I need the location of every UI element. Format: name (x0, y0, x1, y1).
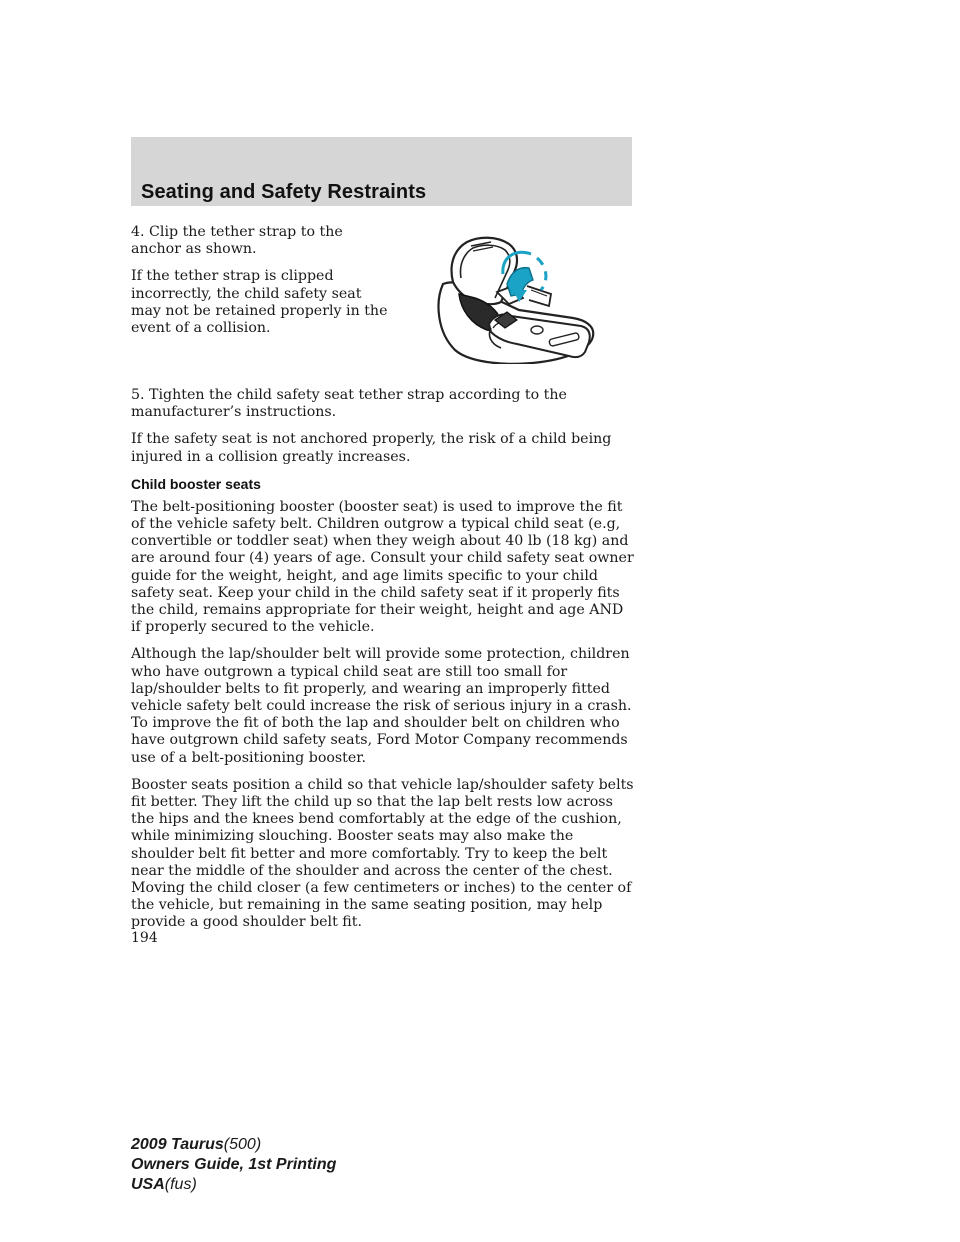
footer-market-line (131, 1175, 336, 1195)
footer-model-line (131, 1135, 336, 1155)
footer-guide: Owners Guide, 1st Printing (131, 1156, 337, 1173)
booster-paragraph-3: Booster seats position a child so that vehicle lap/shoulder safety belts fit better. They lift the child up so that the lap belt rests low across the hips and the knees bend comfortably at the edge of the cushion, while minimizing slouching. Booster seats may also make the shoulder belt fit better and more comfortably. Try to keep the belt near the middle of the shoulder and across the center of the chest. Moving the child closer (a few centimeters or inches) to the center of the vehicle, but remaining in the same seating position, may help provide a good shoulder belt fit. (131, 776, 634, 931)
section-heading-booster-seats: Child booster seats (131, 475, 261, 492)
section-title: Seating and Safety Restraints (141, 181, 427, 203)
anchor-warning-text: If the safety seat is not anchored properly, the risk of a child being injured in a collision greatly increases. (131, 431, 612, 465)
step-5-text: 5. Tighten the child safety seat tether strap according to the manufacturer’s instructions. (131, 387, 567, 421)
footer-model: 2009 Taurus (131, 1136, 224, 1153)
tether-anchor-illustration (431, 232, 599, 364)
document-footer (131, 1135, 336, 1195)
booster-paragraph-2: Although the lap/shoulder belt will provide some protection, children who have outgrown a typical child seat are still too small for lap/shoulder belts to fit properly, and wearing an improperly fitted vehicle safety belt could increase the risk of serious injury in a crash. To improve the fit of both the lap and shoulder belt on children who have outgrown child safety seats, Ford Motor Company recommends use of a belt-positioning booster. (131, 646, 632, 766)
footer-market-code: (fus) (164, 1176, 197, 1193)
step-4-text: 4. Clip the tether strap to the anchor as shown. (131, 224, 343, 258)
footer-market: USA (131, 1176, 165, 1193)
tether-warning-text: If the tether strap is clipped incorrectly, the child safety seat may not be retained properly in the event of a collision. (131, 268, 388, 337)
intro-column (131, 224, 393, 347)
footer-model-code: (500) (223, 1136, 262, 1153)
booster-paragraph-1: The belt-positioning booster (booster seat) is used to improve the fit of the vehicle safety belt. Children outgrow a typical child seat (e.g, convertible or toddler seat) when they weigh about 40 lb (18 kg) and are around four (4) years of age. Consult your child safety seat owner guide for the weight, height, and age limits specific to your child safety seat. Keep your child in the child safety seat if it properly fits the child, remains appropriate for their weight, height and age AND if properly secured to the vehicle. (131, 498, 634, 636)
footer-guide-line (131, 1155, 336, 1175)
page-number: 194 (131, 930, 158, 946)
main-content (131, 387, 637, 942)
section-header-bar (131, 137, 632, 206)
tether-clip-icon (431, 232, 599, 364)
